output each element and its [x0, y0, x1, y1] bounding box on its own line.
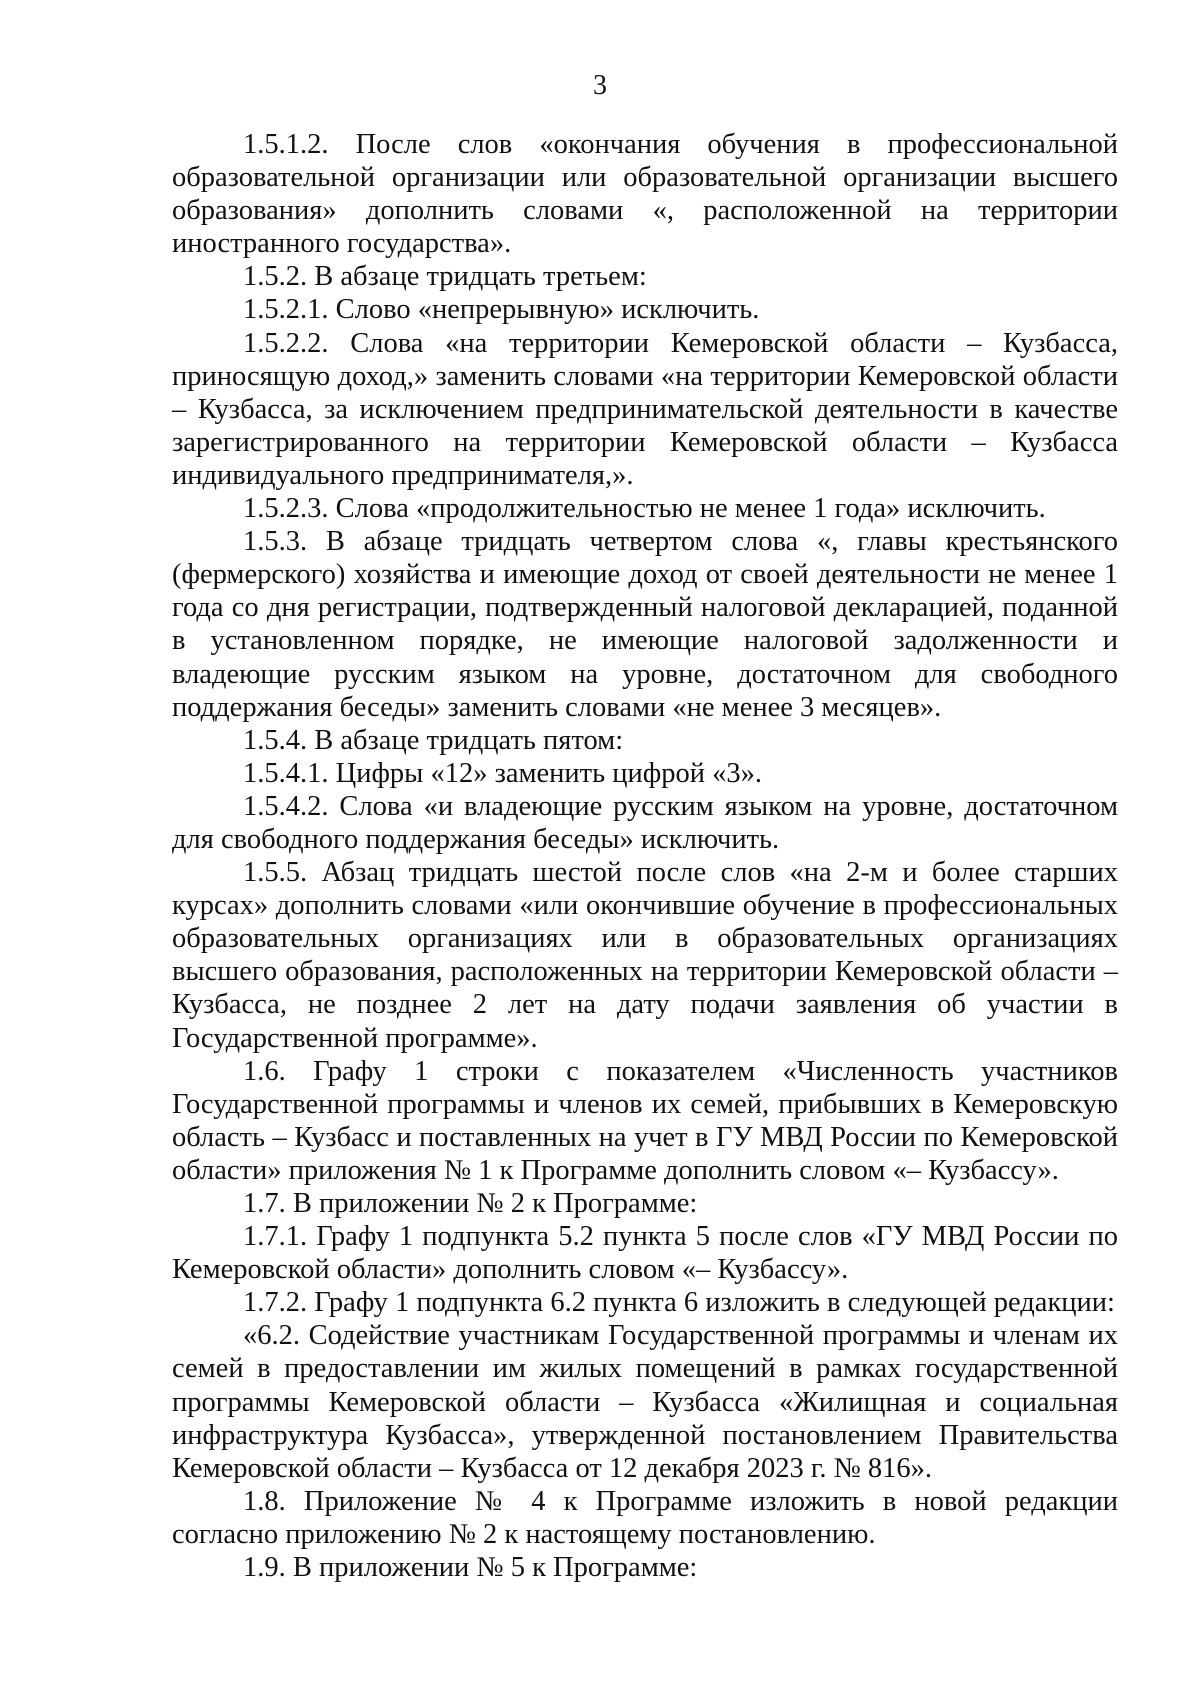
paragraph-1-8: 1.8. Приложение № 4 к Программе изложить в новой редакции согласно приложению № 2 к настоящему постановлению. — [172, 1485, 1118, 1550]
paragraph-1-5-3: 1.5.3. В абзаце тридцать четвертом слова «, главы крестьянского (фермерского) хозяйства и имеющие доход от своей деятельности не менее 1 года со дня регистрации, подтвержденный налоговой декларацией, поданной в установленном порядке, не имеющие налоговой задолженности и владеющие русским языком на уровне, достаточном для свободного поддержания беседы» заменить словами «не менее 3 месяцев». — [172, 526, 1118, 723]
paragraph-1-5-4: 1.5.4. В абзаце тридцать пятом: — [243, 724, 624, 756]
page-number: 3 — [593, 70, 607, 101]
paragraph-1-7: 1.7. В приложении № 2 к Программе: — [243, 1188, 698, 1219]
paragraph-1-5-2: 1.5.2. В абзаце тридцать третьем: — [243, 261, 647, 293]
paragraph-1-9: 1.9. В приложении № 5 к Программе: — [243, 1552, 698, 1584]
paragraph-1-5-4-1: 1.5.4.1. Цифры «12» заменить цифрой «3». — [243, 757, 762, 789]
paragraph-1-5-1-2: 1.5.1.2. После слов «окончания обучения в профессиональной образовательной организации или образовательной организации высшего образования» дополнить словами «, расположенной на территории иностранного государства». — [172, 129, 1118, 260]
paragraph-1-6: 1.6. Графу 1 строки с показателем «Численность участников Государственной программы и членов их семей, прибывших в Кемеровскую область – Кузбасс и поставленных на учет в ГУ МВД России по Кемеровской области» приложения № 1 к Программе дополнить словом «– Кузбассу». — [172, 1055, 1118, 1186]
paragraph-quote-6-2: «6.2. Содействие участникам Государственной программы и членам их семей в предоставлении им жилых помещений в рамках государственной программы Кемеровской области – Кузбасса «Жилищная и социальная инфраструктура Кузбасса», утвержденной постановлением Правительства Кемеровской области – Кузбасса от 12 декабря 2023 г. № 816». — [172, 1320, 1118, 1484]
paragraph-1-7-2: 1.7.2. Графу 1 подпункта 6.2 пункта 6 изложить в следующей редакции: — [243, 1287, 1115, 1319]
paragraph-1-7-1: 1.7.1. Графу 1 подпункта 5.2 пункта 5 после слов «ГУ МВД России по Кемеровской области» дополнить словом «– Кузбассу». — [172, 1221, 1118, 1286]
paragraph-1-5-2-2: 1.5.2.2. Слова «на территории Кемеровской области – Кузбасса, приносящую доход,» заменить словами «на территории Кемеровской области – Кузбасса, за исключением предпринимательской деятельности в качестве зарегистрированного на территории Кемеровской области – Кузбасса индивидуального предпринимателя,». — [172, 327, 1118, 491]
document-body — [172, 128, 1118, 1584]
paragraph-1-5-5: 1.5.5. Абзац тридцать шестой после слов «на 2-м и более старших курсах» дополнить словами «или окончившие обучение в профессиональных образовательных организациях или в образовательных организациях высшего образования, расположенных на территории Кемеровской области – Кузбасса, не позднее 2 лет на дату подачи заявления об участии в Государственной программе». — [172, 857, 1118, 1054]
paragraph-1-5-4-2: 1.5.4.2. Слова «и владеющие русским языком на уровне, достаточном для свободного поддержания беседы» исключить. — [172, 790, 1118, 855]
paragraph-1-5-2-3: 1.5.2.3. Слова «продолжительностью не менее 1 года» исключить. — [243, 493, 1046, 525]
paragraph-1-5-2-1: 1.5.2.1. Слово «непрерывную» исключить. — [243, 294, 760, 326]
